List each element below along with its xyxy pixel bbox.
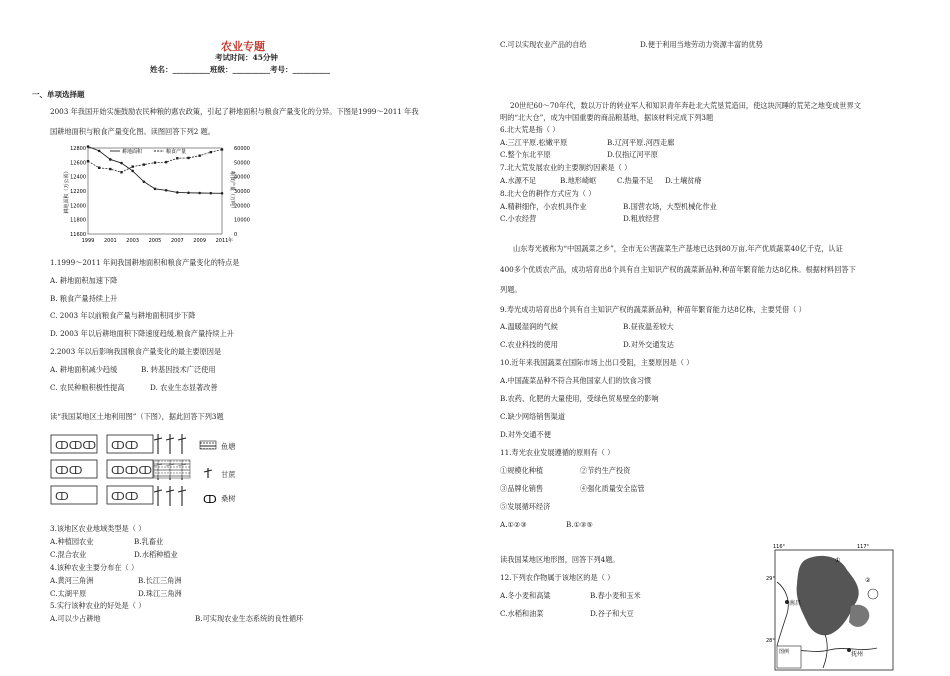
farmland-grain-chart xyxy=(62,142,252,246)
landuse-intro: 读“我国某地区土地利用图”（下图），据此回答下列3题 xyxy=(50,412,224,421)
q9-stem: 9.寿光成功培育出8个具有自主知识产权的蔬菜新品种，种苗年繁育能力达8亿株，主要凭借（ ） xyxy=(500,305,806,314)
q10-option-d: D.对外交通不便 xyxy=(500,430,551,439)
q5-option-c: C.可以实现农业产品的自给 xyxy=(500,40,587,49)
shouguang-intro-2: 400多个优质农产品，成功培育出8个具有自主知识产权的蔬菜新品种,种苗年繁育能力达8亿株。根据材料回答下 xyxy=(500,265,856,274)
page-title: 农业专题 xyxy=(221,40,265,53)
legend-farmland-label: 耕地面积 xyxy=(122,149,143,155)
legend-mulberry: 桑树 xyxy=(221,494,236,503)
q12-stem: 12.下列农作物属于该地区的是（ ） xyxy=(500,573,615,582)
q8-option-c: C.小农经营 xyxy=(500,214,537,223)
series-farmland-line xyxy=(88,147,222,194)
q3-stem: 3.该地区农业地域类型是（ ） xyxy=(50,524,146,533)
left-tick-label: 12200 xyxy=(70,189,86,195)
map-city-nanchang: 南昌 xyxy=(789,600,802,607)
map-legend: 图例 xyxy=(779,649,790,655)
q2-option-b: B. 转基因技术广泛使用 xyxy=(141,365,216,374)
left-tick-label: 12600 xyxy=(70,160,86,167)
chart-svg xyxy=(62,142,252,246)
q8-option-a: A.精耕细作，小农机具作业 xyxy=(500,202,587,211)
right-tick-label: 60000 xyxy=(234,146,250,152)
q3-option-d: D.水稻种植业 xyxy=(134,550,178,559)
q1-option-b: B. 粮食产量持续上升 xyxy=(50,294,118,303)
svg-text:ↀↀ: ↀↀ xyxy=(111,490,139,503)
q5-option-d: D.便于利用当地劳动力资源丰富的优势 xyxy=(640,40,763,49)
right-tick-label: 50000 xyxy=(234,160,250,167)
q11-item-4: ④强化质量安全监管 xyxy=(580,484,645,493)
terrain-map-svg xyxy=(765,542,895,672)
q12-option-a: A.冬小麦和高粱 xyxy=(500,591,551,600)
q12-option-c: C.水稻和油菜 xyxy=(500,609,544,618)
series-farmland-point xyxy=(143,180,146,183)
series-grain-point xyxy=(221,148,223,150)
q8-option-b: B.国营农场，大型机械化作业 xyxy=(623,202,717,211)
map-lat-28: 28° xyxy=(766,638,775,644)
plot-frame xyxy=(88,148,222,234)
q8-stem: 8.北大仓的耕作方式应为（ ） xyxy=(500,189,596,198)
left-tick-label: 12000 xyxy=(70,203,86,210)
q3-option-a: A.种植园农业 xyxy=(50,537,94,546)
series-grain-point xyxy=(165,161,167,163)
right-tick-label: 0 xyxy=(234,232,238,238)
y-axis-left-label: 耕地面积（万公顷） xyxy=(64,168,70,214)
q6-option-a: A.三江平原.松嫩平原 xyxy=(500,138,568,147)
right-tick-label: 20000 xyxy=(234,203,250,210)
series-grain-point xyxy=(176,157,178,159)
q10-option-b: B.农药、化肥的大量使用，受绿色贸易壁垒的影响 xyxy=(500,394,659,403)
series-farmland-point xyxy=(187,191,190,194)
left-tick-label: 12400 xyxy=(70,174,86,181)
q2-option-c: C. 农民种粮积极性提高 xyxy=(50,383,125,392)
q1-option-d: D. 2003 年以后耕地面积下降速度趋缓,粮食产量持续上升 xyxy=(50,329,234,338)
series-grain-point xyxy=(98,167,100,169)
q1-option-a: A. 耕地面积加速下降 xyxy=(50,276,118,285)
svg-text:ↀↀↀ: ↀↀↀ xyxy=(111,464,153,477)
series-grain-point xyxy=(87,160,89,162)
x-tick-label: 2011 xyxy=(215,238,229,244)
q9-option-a: A.温暖湿润的气候 xyxy=(500,322,558,331)
land-use-figure xyxy=(50,432,290,512)
legend-sugarcane: 甘蔗 xyxy=(221,470,236,479)
q4-stem: 4.该种农业主要分布在（ ） xyxy=(50,563,139,572)
q2-option-a: A. 耕地面积减少趋缓 xyxy=(50,365,118,374)
svg-text:ↀ: ↀ xyxy=(55,490,69,503)
q1-option-c: C. 2003 年以前粮食产量与耕地面积同步下降 xyxy=(50,311,196,320)
series-farmland-point xyxy=(165,189,168,192)
q10-option-c: C.缺少网络销售渠道 xyxy=(500,412,566,421)
q4-option-b: B.长江三角洲 xyxy=(138,576,182,585)
exam-time: 考试时间：45分钟 xyxy=(215,53,278,62)
legend-grain-label: 粮食产量 xyxy=(166,149,187,155)
q11-item-1: ①规模化种植 xyxy=(500,466,544,475)
svg-text:ↀↀↀ: ↀↀↀ xyxy=(55,439,97,452)
q3-option-b: B.乳畜业 xyxy=(134,537,164,546)
q9-option-d: D.对外交通发达 xyxy=(623,340,674,349)
bdh-intro-1: 20世纪60～70年代，数以万计的转业军人和知识青年奔赴北大荒垦荒造田，使这块沉睡的荒芜之地变成世界文 xyxy=(510,101,861,110)
q10-stem: 10.近年来我国蔬菜在国际市场上出口受阻，主要原因是（ ） xyxy=(500,358,694,367)
map-lon-116: 116° xyxy=(773,544,786,550)
q11-stem: 11.寿光农业发展遵循的原则有（ ） xyxy=(500,448,615,457)
left-tick-label: 12800 xyxy=(70,146,86,152)
q7-stem: 7.北大荒发展农业的主要制约因素是（ ） xyxy=(500,163,632,172)
svg-text:ↀↀ: ↀↀ xyxy=(111,439,139,452)
intro-line-2: 国耕地面积与粮食产量变化图。读图回答下列2 题。 xyxy=(50,127,215,136)
series-grain-point xyxy=(210,151,212,153)
series-grain-point xyxy=(198,154,200,156)
series-farmland-point xyxy=(109,158,112,161)
series-farmland-point xyxy=(98,150,101,153)
map-marker-2: ② xyxy=(865,577,871,584)
q5-option-b: B.可实现农业生态系统的良性循环 xyxy=(195,614,304,623)
left-tick-label: 11600 xyxy=(70,232,86,238)
student-fields: 姓名：__________班级：__________考号：__________ xyxy=(150,65,330,74)
q12-option-b: B.春小麦和玉米 xyxy=(590,591,641,600)
series-grain-point xyxy=(109,168,111,170)
q4-option-c: C.太湖平原 xyxy=(50,589,87,598)
q3-option-c: C.混合农业 xyxy=(50,550,87,559)
series-farmland-point xyxy=(198,192,201,195)
q6-option-c: C.整个东北平原 xyxy=(500,150,551,159)
shouguang-intro-1: 山东寿光被称为“中国蔬菜之乡”，全市无公害蔬菜生产基地已达到80万亩,年产优质蔬菜40亿千克，认证 xyxy=(513,244,843,253)
map-city-fuzhou: 抚州 xyxy=(851,651,864,658)
series-farmland-point xyxy=(176,191,179,194)
right-tick-label: 40000 xyxy=(234,174,250,181)
q6-option-b: B.辽河平原.河西走廊 xyxy=(607,138,675,147)
q10-option-a: A.中国蔬菜品种不符合其他国家人们的饮食习惯 xyxy=(500,376,652,385)
right-tick-label: 10000 xyxy=(234,217,250,224)
q11-item-5: ⑤发展循环经济 xyxy=(500,502,551,511)
map-marker-1: ① xyxy=(835,557,841,564)
q2-option-d: D. 农业生态显著改善 xyxy=(150,383,218,392)
left-tick-label: 11800 xyxy=(70,217,86,224)
q7-option-a: A.水源不足 xyxy=(500,176,537,185)
land-use-svg xyxy=(50,432,290,512)
q9-option-b: B.昼夜温差较大 xyxy=(623,322,674,331)
x-tick-label: 2007 xyxy=(170,238,184,244)
right-tick-label: 30000 xyxy=(234,189,250,195)
legend-fishpond: 鱼塘 xyxy=(221,442,236,451)
map-lat-29: 29° xyxy=(766,576,775,582)
q4-option-d: D.珠江三角洲 xyxy=(138,589,182,598)
y-axis-right-label: 粮食产量（万吨） xyxy=(229,170,235,212)
series-farmland-point xyxy=(221,192,224,195)
q6-option-d: D.仅指辽河平原 xyxy=(607,150,658,159)
q6-stem: 6.北大荒是指（ ） xyxy=(500,125,560,134)
q11-option-a: A.①②③ xyxy=(500,520,527,529)
q7-option-c: C.热量不足 xyxy=(617,176,654,185)
q11-item-3: ③品牌化销售 xyxy=(500,484,544,493)
q7-option-b: B.地形崎岖 xyxy=(560,176,597,185)
x-tick-label: 2005 xyxy=(148,238,162,244)
svg-text:ↀ: ↀ xyxy=(203,493,217,506)
q8-option-d: D.粗放经营 xyxy=(623,214,660,223)
series-farmland-point xyxy=(131,170,134,173)
series-grain-point xyxy=(154,161,156,163)
section-heading: 一、单项选择题 xyxy=(32,90,85,99)
q5-stem: 5.实行该种农业的好处是（ ） xyxy=(50,601,146,610)
shouguang-intro-3: 列题。 xyxy=(500,285,522,294)
q2-stem: 2.2003 年以后影响我国粮食产量变化的最主要原因是 xyxy=(50,347,222,356)
q12-option-d: D.谷子和大豆 xyxy=(590,609,634,618)
series-farmland-point xyxy=(87,145,90,148)
x-tick-label: 2009 xyxy=(193,238,207,244)
series-farmland-point xyxy=(120,162,123,165)
map-lon-117: 117° xyxy=(857,544,870,550)
q1-stem: 1.1999～2011 年间我国耕地面积和粮食产量变化的特点是 xyxy=(50,258,240,267)
bdh-intro-2: 明的“北大仓”，成为中国重要的商品粮基地，据该材料完成下列3题 xyxy=(500,113,714,122)
q9-option-c: C.农业科技的使用 xyxy=(500,340,558,349)
x-tick-label: 1999 xyxy=(81,238,95,244)
intro-line-1: 2003 年我国开始实施鼓励农民种粮的惠农政策，引起了耕地面积与粮食产量变化的分异。下图是1999～2011 年我 xyxy=(50,107,419,116)
series-farmland-point xyxy=(210,192,213,195)
x-tick-label: 2001 xyxy=(103,238,117,244)
x-axis-unit: 年 xyxy=(228,238,234,244)
series-grain-point xyxy=(143,163,145,165)
series-farmland-point xyxy=(154,188,157,191)
q11-option-b: B.①③⑤ xyxy=(566,520,593,529)
series-grain-line xyxy=(88,150,222,173)
svg-text:ↀↀ: ↀↀ xyxy=(55,464,83,477)
series-grain-point xyxy=(120,171,122,173)
q11-item-2: ②节约生产投资 xyxy=(580,466,631,475)
terrain-map xyxy=(765,542,895,672)
map-intro: 读我国某地区地形图，回答下列4题。 xyxy=(500,555,620,564)
q5-option-a: A.可以少占耕地 xyxy=(50,614,101,623)
q4-option-a: A.黄河三角洲 xyxy=(50,576,94,585)
series-grain-point xyxy=(131,165,133,167)
q7-option-d: D.土壤贫瘠 xyxy=(665,176,702,185)
x-tick-label: 2003 xyxy=(126,238,140,244)
series-grain-point xyxy=(187,157,189,159)
